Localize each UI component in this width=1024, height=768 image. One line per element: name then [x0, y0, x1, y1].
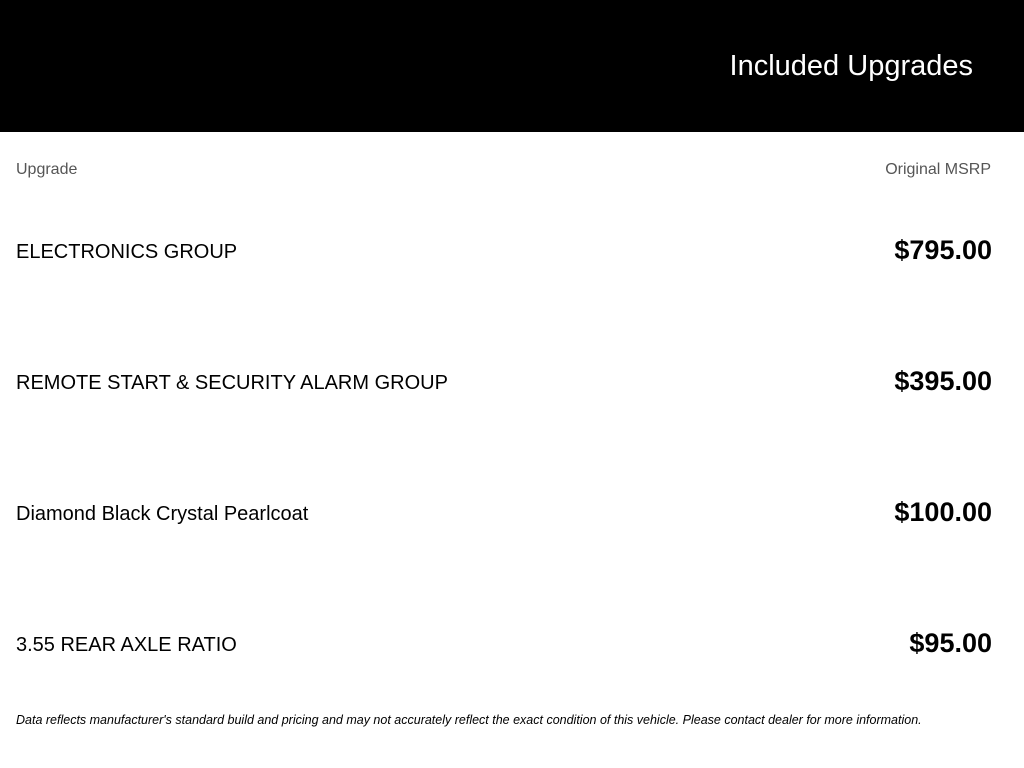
upgrade-name: 3.55 REAR AXLE RATIO: [16, 634, 237, 656]
upgrade-name: REMOTE START & SECURITY ALARM GROUP: [16, 372, 448, 394]
column-header-msrp: Original MSRP: [885, 161, 991, 178]
column-header-upgrade: Upgrade: [16, 161, 78, 178]
upgrade-price: $795.00: [894, 235, 992, 265]
upgrade-name: Diamond Black Crystal Pearlcoat: [16, 503, 309, 525]
upgrade-row: [0, 578, 1024, 709]
upgrade-name: ELECTRONICS GROUP: [16, 241, 238, 263]
upgrade-price: $395.00: [894, 366, 992, 396]
upgrade-price: $100.00: [894, 497, 992, 527]
upgrade-row: [0, 447, 1024, 578]
upgrade-price: $95.00: [909, 628, 992, 658]
page-title: Included Upgrades: [729, 50, 973, 82]
header-banner: [0, 0, 1024, 132]
upgrade-row: [0, 185, 1024, 316]
upgrade-row: [0, 316, 1024, 447]
disclaimer-text: Data reflects manufacturer's standard build and pricing and may not accurately reflect the exact condition of this vehicle. Please contact dealer for more information.: [16, 713, 922, 727]
upgrades-list: [0, 185, 1024, 709]
